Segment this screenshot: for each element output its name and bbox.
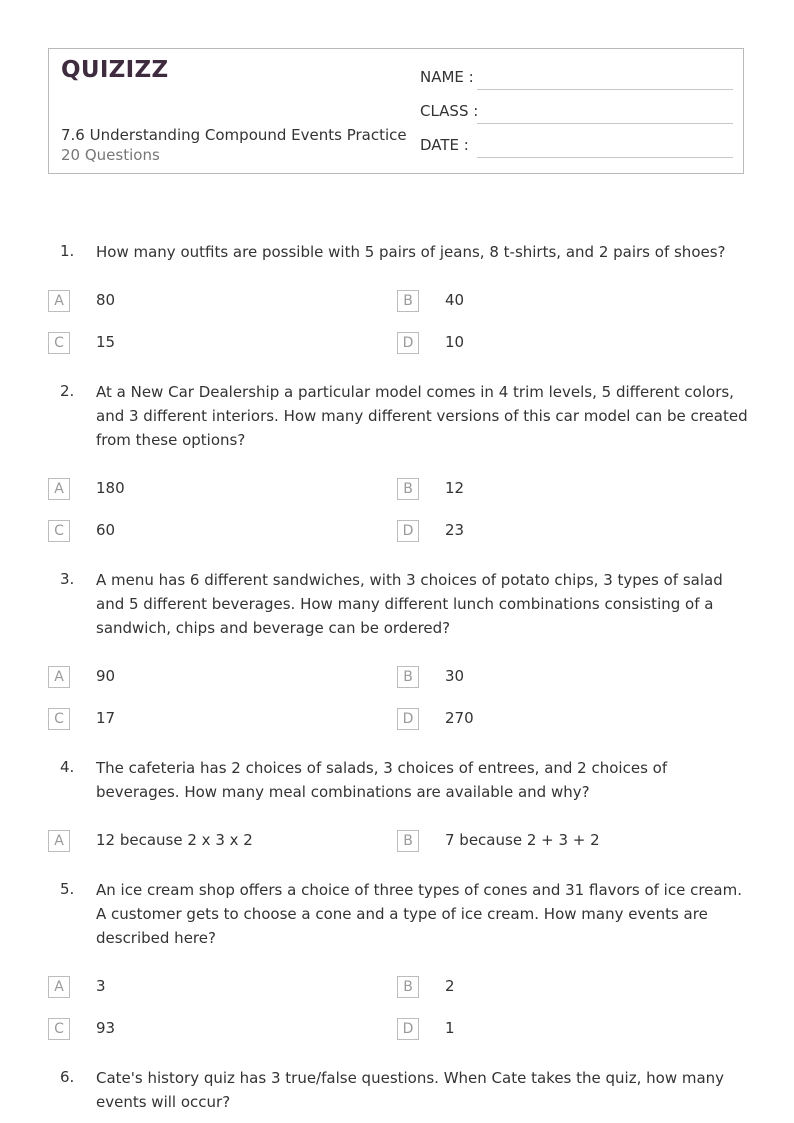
option-b-box: B: [397, 666, 419, 688]
question-number: 3.: [60, 570, 75, 588]
option-a-text: 12 because 2 x 3 x 2: [96, 831, 253, 849]
option-b-text: 40: [445, 291, 465, 309]
option-d-box: D: [397, 1018, 419, 1040]
option-b-text: 2: [445, 977, 455, 995]
question-number: 5.: [60, 880, 75, 898]
question-text: How many outfits are possible with 5 pairs of jeans, 8 t-shirts, and 2 pairs of shoes?: [96, 243, 726, 261]
class-label: CLASS :: [420, 102, 479, 120]
option-b-box: B: [397, 290, 419, 312]
option-d-box: D: [397, 708, 419, 730]
date-label: DATE :: [420, 136, 469, 154]
option-c-text: 15: [96, 333, 116, 351]
option-a-text: 3: [96, 977, 106, 995]
worksheet-header: [48, 48, 744, 174]
option-d-text: 10: [445, 333, 465, 351]
question-number: 2.: [60, 382, 75, 400]
option-d-box: D: [397, 520, 419, 542]
question-number: 1.: [60, 242, 75, 260]
question-text: A menu has 6 different sandwiches, with 3 choices of potato chips, 3 types of salad and 5 different beverages. How many different lunch combinations consisting of a sandwich, chips and beverage can be ordered?: [96, 571, 723, 637]
option-c-box: C: [48, 520, 70, 542]
option-b-text: 7 because 2 + 3 + 2: [445, 831, 600, 849]
question-text: Cate's history quiz has 3 true/false questions. When Cate takes the quiz, how many events will occur?: [96, 1069, 725, 1111]
option-a-text: 90: [96, 667, 116, 685]
option-d-text: 270: [445, 709, 474, 727]
option-d-text: 23: [445, 521, 465, 539]
question-number: 4.: [60, 758, 75, 776]
option-b-box: B: [397, 478, 419, 500]
option-a-box: A: [48, 666, 70, 688]
option-a-text: 80: [96, 291, 116, 309]
quizizz-logo: QUIZIZZ: [61, 57, 169, 83]
question-text: At a New Car Dealership a particular model comes in 4 trim levels, 5 different colors, and 3 different interiors. How many different versions of this car model can be created from these options?: [96, 383, 748, 449]
option-b-text: 30: [445, 667, 465, 685]
date-line: [477, 157, 733, 158]
option-c-text: 60: [96, 521, 116, 539]
option-a-box: A: [48, 976, 70, 998]
name-label: NAME :: [420, 68, 474, 86]
question-number: 6.: [60, 1068, 75, 1086]
question-count: 20 Questions: [61, 146, 160, 164]
class-line: [477, 123, 733, 124]
option-c-box: C: [48, 1018, 70, 1040]
option-b-text: 12: [445, 479, 465, 497]
option-c-text: 93: [96, 1019, 116, 1037]
option-d-box: D: [397, 332, 419, 354]
worksheet-title: 7.6 Understanding Compound Events Practice: [61, 126, 407, 144]
option-b-box: B: [397, 830, 419, 852]
option-a-box: A: [48, 830, 70, 852]
option-d-text: 1: [445, 1019, 455, 1037]
option-a-text: 180: [96, 479, 125, 497]
question-text: An ice cream shop offers a choice of three types of cones and 31 flavors of ice cream. A customer gets to choose a cone and a type of ice cream. How many events are described here?: [96, 881, 742, 947]
name-line: [477, 89, 733, 90]
option-b-box: B: [397, 976, 419, 998]
option-c-box: C: [48, 332, 70, 354]
option-a-box: A: [48, 290, 70, 312]
option-c-text: 17: [96, 709, 116, 727]
option-a-box: A: [48, 478, 70, 500]
option-c-box: C: [48, 708, 70, 730]
question-text: The cafeteria has 2 choices of salads, 3 choices of entrees, and 2 choices of beverages. How many meal combinations are available and why?: [96, 759, 668, 801]
